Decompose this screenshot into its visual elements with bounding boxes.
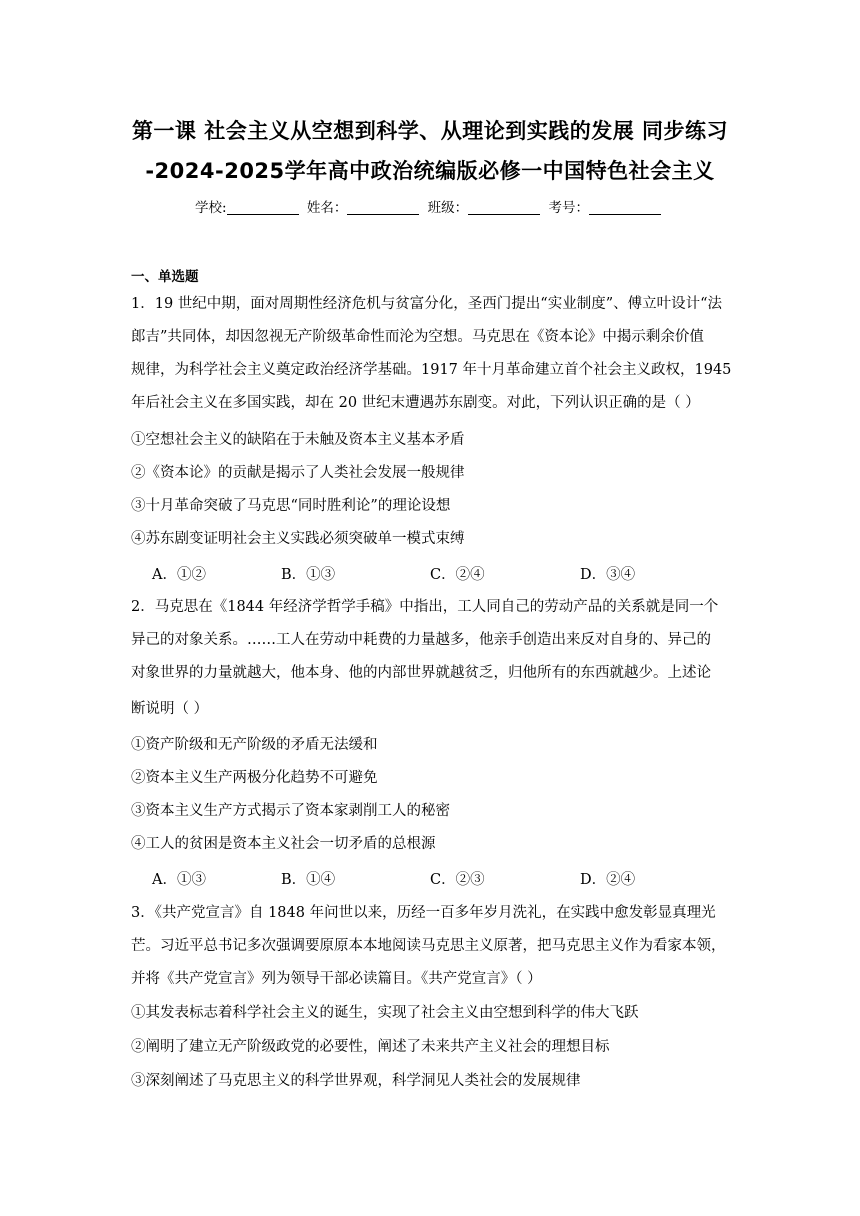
question-2-statement: ③资本主义生产方式揭示了资本家剥削工人的秘密 (131, 803, 450, 819)
school-blank (227, 200, 299, 215)
question-3-stem-line: 芒。习近平总书记多次强调要原原本本地阅读马克思主义原著，把马克思主义作为看家本领， (131, 938, 726, 954)
class-label: 班级： (427, 200, 469, 216)
exam-number-label: 考号： (548, 200, 589, 216)
question-1-option-a[interactable]: A．①② (152, 567, 206, 583)
student-info-row (0, 196, 860, 216)
question-1-option-c[interactable]: C．②④ (430, 567, 485, 583)
section-heading: 一、单选题 (131, 269, 199, 285)
question-2-stem-line: 对象世界的力量就越大，他本身、他的内部世界就越贫乏，归他所有的东西就越少。上述论 (131, 665, 711, 681)
question-1-statement: ①空想社会主义的缺陷在于未触及资本主义基本矛盾 (131, 432, 465, 448)
question-2-stem-line: 断说明（ ） (131, 701, 209, 717)
question-2-option-b[interactable]: B．①④ (281, 872, 336, 888)
question-1-stem-line: 年后社会主义在多国实践，却在 20 世纪末遭遇苏东剧变。对此，下列认识正确的是（ ） (131, 395, 700, 411)
question-3-statement: ①其发表标志着科学社会主义的诞生，实现了社会主义由空想到科学的伟大飞跃 (131, 1005, 639, 1021)
question-1-statement: ③十月革命突破了马克思“同时胜利论”的理论设想 (131, 498, 451, 514)
name-label: 姓名： (306, 200, 348, 216)
question-3-stem-line: 并将《共产党宣言》列为领导干部必读篇目。《共产党宣言》（ ） (131, 971, 542, 987)
question-1-stem-line: 规律，为科学社会主义奠定政治经济学基础。1917 年十月革命建立首个社会主义政权，1945 (131, 362, 732, 378)
question-1-statement: ②《资本论》的贡献是揭示了人类社会发展一般规律 (131, 465, 465, 481)
question-2-option-c[interactable]: C．②③ (430, 872, 485, 888)
question-2-option-d[interactable]: D．②④ (580, 872, 636, 888)
question-1-stem-line: 1．19 世纪中期，面对周期性经济危机与贫富分化，圣西门提出“实业制度”、傅立叶设计“法 (131, 296, 723, 312)
document-title-line-1: 第一课 社会主义从空想到科学、从理论到实践的发展 同步练习 (131, 119, 729, 143)
document-title-line-2: -2024-2025学年高中政治统编版必修一中国特色社会主义 (145, 159, 715, 183)
question-2-option-a[interactable]: A．①③ (152, 872, 206, 888)
school-label: 学校: (195, 200, 227, 216)
question-2-stem-line: 2．马克思在《1844 年经济学哲学手稿》中指出，工人同自己的劳动产品的关系就是同一个 (131, 599, 719, 615)
question-2-statement: ④工人的贫困是资本主义社会一切矛盾的总根源 (131, 836, 436, 852)
question-1-option-b[interactable]: B．①③ (281, 567, 336, 583)
question-1-option-d[interactable]: D．③④ (580, 567, 636, 583)
exam-number-blank (589, 200, 661, 215)
question-2-stem-line: 异己的对象关系。……工人在劳动中耗费的力量越多，他亲手创造出来反对自身的、异己的 (131, 632, 711, 648)
name-blank (347, 200, 419, 215)
question-3-stem-line: 3．《共产党宣言》自 1848 年问世以来，历经一百多年岁月洗礼，在实践中愈发彰显真理光 (131, 905, 716, 921)
question-2-statement: ②资本主义生产两极分化趋势不可避免 (131, 770, 378, 786)
class-blank (468, 200, 540, 215)
question-1-stem-line: 郎吉”共同体，却因忽视无产阶级革命性而沦为空想。马克思在《资本论》中揭示剩余价值 (131, 329, 704, 345)
question-3-statement: ③深刻阐述了马克思主义的科学世界观，科学洞见人类社会的发展规律 (131, 1073, 581, 1089)
question-1-statement: ④苏东剧变证明社会主义实践必须突破单一模式束缚 (131, 531, 465, 547)
question-3-statement: ②阐明了建立无产阶级政党的必要性，阐述了未来共产主义社会的理想目标 (131, 1039, 610, 1055)
question-2-statement: ①资产阶级和无产阶级的矛盾无法缓和 (131, 737, 378, 753)
